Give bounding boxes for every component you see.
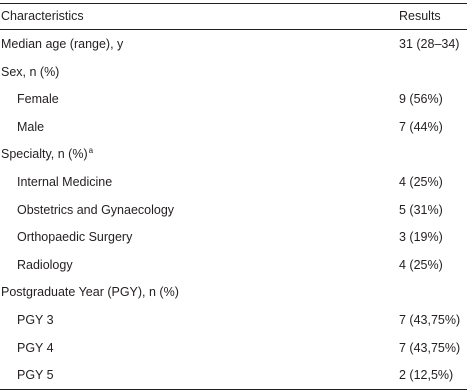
table-row (0, 361, 467, 389)
row-label: Median age (range), y (1, 37, 124, 51)
row-label: Internal Medicine (17, 174, 113, 189)
table-bottom-rule (0, 389, 467, 390)
row-value: 31 (28–34) (399, 37, 460, 51)
footnote-marker: a (88, 146, 94, 156)
table-row (0, 168, 467, 196)
row-value: 7 (43,75%) (399, 312, 461, 327)
header-characteristics: Characteristics (1, 9, 84, 23)
row-value: 4 (25%) (399, 257, 443, 272)
table-row (0, 306, 467, 334)
row-label: Female (17, 92, 59, 107)
row-value: 9 (56%) (399, 92, 443, 107)
row-value: 7 (44%) (399, 119, 443, 134)
row-value: 5 (31%) (399, 202, 443, 217)
row-label: Specialty, n (%) (1, 147, 88, 162)
row-value: 7 (43,75%) (399, 340, 461, 355)
table-row (0, 223, 467, 251)
row-label: PGY 4 (17, 340, 54, 355)
table-body (0, 30, 467, 389)
table-row (0, 278, 467, 306)
row-value: 4 (25%) (399, 174, 443, 189)
row-label: Radiology (17, 257, 73, 272)
row-label: Sex, n (%) (1, 64, 60, 79)
row-label: PGY 3 (17, 312, 54, 327)
table-row (0, 85, 467, 113)
table-row (0, 334, 467, 362)
row-label: Orthopaedic Surgery (17, 230, 133, 245)
row-label: Obstetrics and Gynaecology (17, 202, 175, 217)
table-row (0, 30, 467, 58)
table-row (0, 140, 467, 168)
row-value: 2 (12,5%) (399, 368, 454, 383)
row-value: 3 (19%) (399, 230, 443, 245)
row-label: Male (17, 119, 45, 134)
row-label: PGY 5 (17, 368, 54, 383)
header-results: Results (399, 9, 441, 23)
table-row (0, 251, 467, 279)
table-row (0, 58, 467, 86)
table-row (0, 196, 467, 224)
row-label-with-footnote (1, 146, 93, 162)
table-row (0, 113, 467, 141)
row-label: Postgraduate Year (PGY), n (%) (1, 285, 179, 300)
table-header-row (0, 4, 467, 29)
